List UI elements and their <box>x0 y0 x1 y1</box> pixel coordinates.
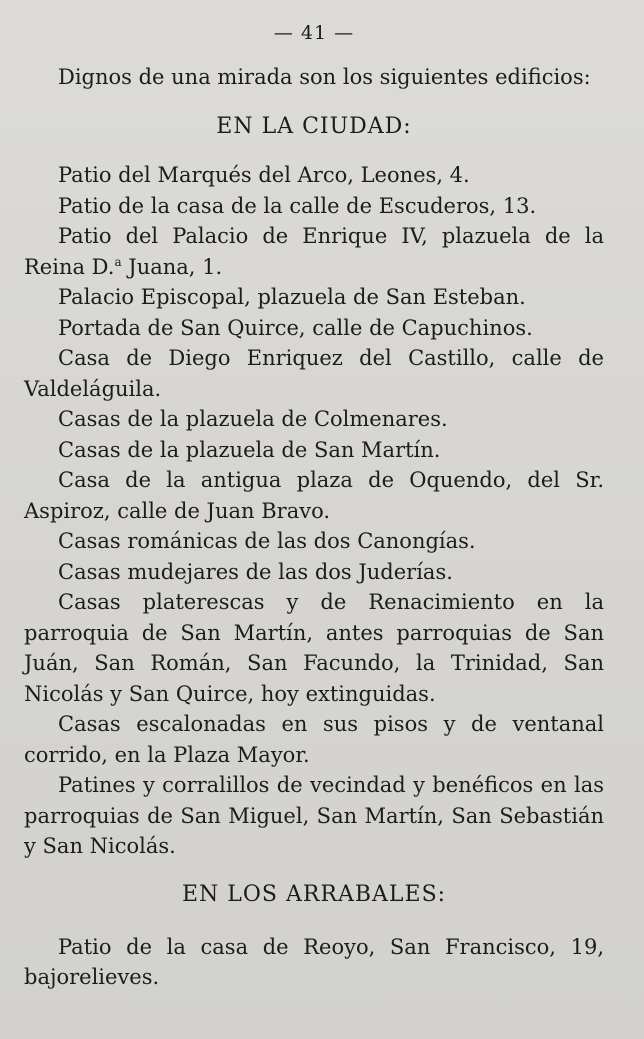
city-entries-list <box>24 160 604 862</box>
superscript-a: a <box>114 254 122 269</box>
entry-text-tail: Juana, 1. <box>121 254 223 279</box>
list-item: Casas mudejares de las dos Juderías. <box>58 559 453 584</box>
list-item: Palacio Episcopal, plazuela de San Esteban. <box>58 285 526 309</box>
list-item: Casas platerescas y de Renacimiento en la parroquia de San Martín, antes parroquias de San Juán, San Román, San Facundo, la Trinidad, San Nicolás y San Quirce, hoy extinguidas. <box>24 590 604 706</box>
list-item: Casa de la antigua plaza de Oquendo, del Sr. Aspiroz, calle de Juan Bravo. <box>24 468 604 523</box>
page-number: — 41 — <box>273 22 355 44</box>
list-item: Casas escalonadas en sus pisos y de ventanal corrido, en la Plaza Mayor. <box>24 712 604 767</box>
list-item: Patio de la casa de Reoyo, San Francisco, 19, bajorelieves. <box>24 934 604 989</box>
list-item: Patio del Marqués del Arco, Leones, 4. <box>58 163 470 187</box>
list-item: Casa de Diego Enriquez del Castillo, calle de Valdeláguila. <box>24 346 604 401</box>
list-item: Portada de San Quirce, calle de Capuchinos. <box>58 315 533 340</box>
heading-city: EN LA CIUDAD: <box>216 114 412 139</box>
list-item: Patio de la casa de la calle de Escuderos, 13. <box>58 193 537 218</box>
heading-suburbs: EN LOS ARRABALES: <box>181 881 447 907</box>
intro-text: Dignos de una mirada son los siguientes edificios: <box>58 65 591 89</box>
list-item <box>24 221 604 282</box>
list-item: Patines y corralillos de vecindad y benéficos en las parroquias de San Miguel, San Martín, San Sebastián y San Nicolás. <box>24 773 604 858</box>
list-item: Casas románicas de las dos Canongías. <box>58 529 476 553</box>
list-item: Casas de la plazuela de San Martín. <box>58 437 441 462</box>
suburb-entries-list <box>24 932 604 993</box>
list-item: Casas de la plazuela de Colmenares. <box>58 407 448 431</box>
entry-text: Patio del Palacio de Enrique IV, plazuela de la Reina D. <box>24 224 604 279</box>
